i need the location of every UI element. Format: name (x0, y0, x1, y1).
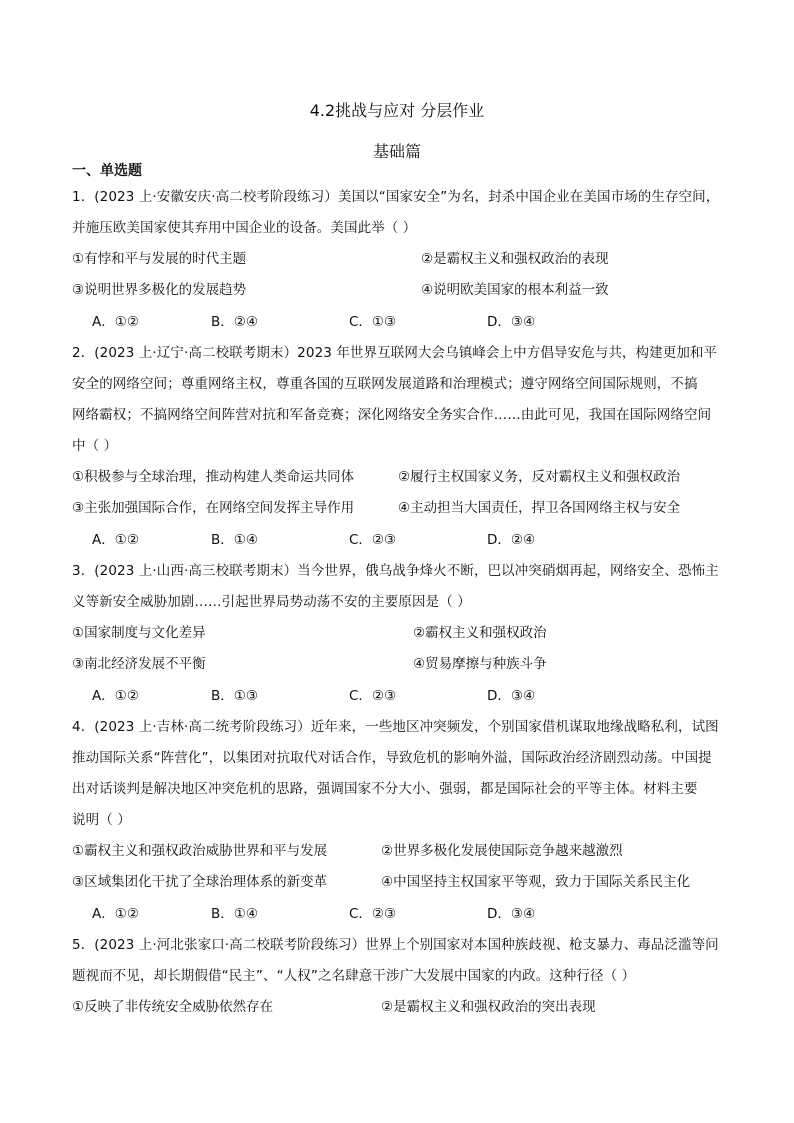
section-heading: 一、单选题 (72, 163, 142, 179)
question-4-choice-d[interactable]: D．③④ (487, 906, 536, 922)
question-3-line-2: 义等新安全威胁加剧……引起世界局势动荡不安的主要原因是（ ） (72, 594, 471, 610)
question-3-option-2: ②霸权主义和强权政治 (413, 625, 547, 641)
question-5-line-1: 5．(2023 上·河北张家口·高二校联考阶段练习）世界上个别国家对本国种族歧视、枪支暴力、毒品泛滥等问 (72, 937, 719, 953)
question-1-line-1: 1．(2023 上·安徽安庆·高二校考阶段练习）美国以“国家安全”为名，封杀中国企业在美国市场的生存空间， (72, 189, 720, 205)
question-2-choice-a[interactable]: A．①② (92, 532, 139, 548)
question-4-line-2: 推动国际关系“阵营化”，以集团对抗取代对话合作，导致危机的影响外溢，国际政治经济剧烈动荡。中国提 (72, 750, 712, 766)
question-1-choice-a[interactable]: A．①② (92, 314, 139, 330)
question-1-choice-c[interactable]: C．①③ (349, 314, 397, 330)
question-4-choice-a[interactable]: A．①② (92, 906, 139, 922)
question-3-option-3: ③南北经济发展不平衡 (72, 656, 206, 672)
question-3-line-1: 3．(2023 上·山西·高三校联考期末）当今世界，俄乌战争烽火不断，巴以冲突硝烟再起，网络安全、恐怖主 (72, 563, 719, 579)
question-3-choice-d[interactable]: D．③④ (487, 688, 536, 704)
question-4-choice-b[interactable]: B．①④ (211, 906, 258, 922)
question-1-choice-d[interactable]: D．③④ (487, 314, 536, 330)
question-4-line-3: 出对话谈判是解决地区冲突危机的思路，强调国家不分大小、强弱，都是国际社会的平等主体。材料主要 (72, 781, 698, 797)
question-2-option-1: ①积极参与全球治理，推动构建人类命运共同体 (72, 469, 355, 485)
question-3-choice-c[interactable]: C．②③ (349, 688, 397, 704)
question-5-option-2: ②是霸权主义和强权政治的突出表现 (381, 999, 596, 1015)
question-2-line-3: 网络霸权；不搞网络空间阵营对抗和军备竞赛；深化网络安全务实合作……由此可见，我国在国际网络空间 (72, 407, 712, 423)
question-3-option-1: ①国家制度与文化差异 (72, 625, 206, 641)
page-subtitle: 基础篇 (372, 142, 421, 161)
question-2-line-1: 2．(2023 上·辽宁·高二校联考期末）2023 年世界互联网大会乌镇峰会上中方倡导安危与共，构建更加和平 (72, 345, 718, 361)
question-2-option-2: ②履行主权国家义务，反对霸权主义和强权政治 (398, 469, 681, 485)
question-4-option-1: ①霸权主义和强权政治威胁世界和平与发展 (72, 843, 328, 859)
question-5-line-2: 题视而不见，却长期假借“民主”、“人权”之名肆意干涉广大发展中国家的内政。这种行径（ ） (72, 968, 636, 984)
question-2-line-4: 中（ ） (72, 438, 118, 454)
question-4-option-3: ③区域集团化干扰了全球治理体系的新变革 (72, 874, 328, 890)
question-2-choice-d[interactable]: D．②④ (487, 532, 536, 548)
question-5-option-1: ①反映了非传统安全威胁依然存在 (72, 999, 274, 1015)
question-2-option-4: ④主动担当大国责任，捍卫各国网络主权与安全 (398, 500, 681, 516)
question-3-choice-b[interactable]: B．①③ (211, 688, 258, 704)
question-3-choice-a[interactable]: A．①② (92, 688, 139, 704)
question-1-line-2: 并施压欧美国家使其弃用中国企业的设备。美国此举（ ） (72, 220, 417, 236)
question-1-option-1: ①有悖和平与发展的时代主题 (72, 251, 247, 267)
question-2-line-2: 安全的网络空间；尊重网络主权，尊重各国的互联网发展道路和治理模式；遵守网络空间国际规则，不搞 (72, 376, 698, 392)
question-4-option-4: ④中国坚持主权国家平等观，致力于国际关系民主化 (381, 874, 691, 890)
question-4-line-1: 4．(2023 上·吉林·高二统考阶段练习）近年来，一些地区冲突频发，个别国家借机谋取地缘战略私利，试图 (72, 719, 719, 735)
question-2-choice-b[interactable]: B．①④ (211, 532, 258, 548)
question-4-line-4: 说明（ ） (72, 812, 131, 828)
question-1-option-2: ②是霸权主义和强权政治的表现 (421, 251, 609, 267)
question-4-choice-c[interactable]: C．②③ (349, 906, 397, 922)
question-1-option-3: ③说明世界多极化的发展趋势 (72, 282, 247, 298)
question-2-option-3: ③主张加强国际合作，在网络空间发挥主导作用 (72, 500, 355, 516)
question-3-option-4: ④贸易摩擦与种族斗争 (413, 656, 547, 672)
page-title: 4.2挑战与应对 分层作业 (309, 101, 485, 120)
question-4-option-2: ②世界多极化发展使国际竞争越来越激烈 (381, 843, 623, 859)
question-2-choice-c[interactable]: C．②③ (349, 532, 397, 548)
question-1-option-4: ④说明欧美国家的根本利益一致 (421, 282, 609, 298)
question-1-choice-b[interactable]: B．②④ (211, 314, 258, 330)
